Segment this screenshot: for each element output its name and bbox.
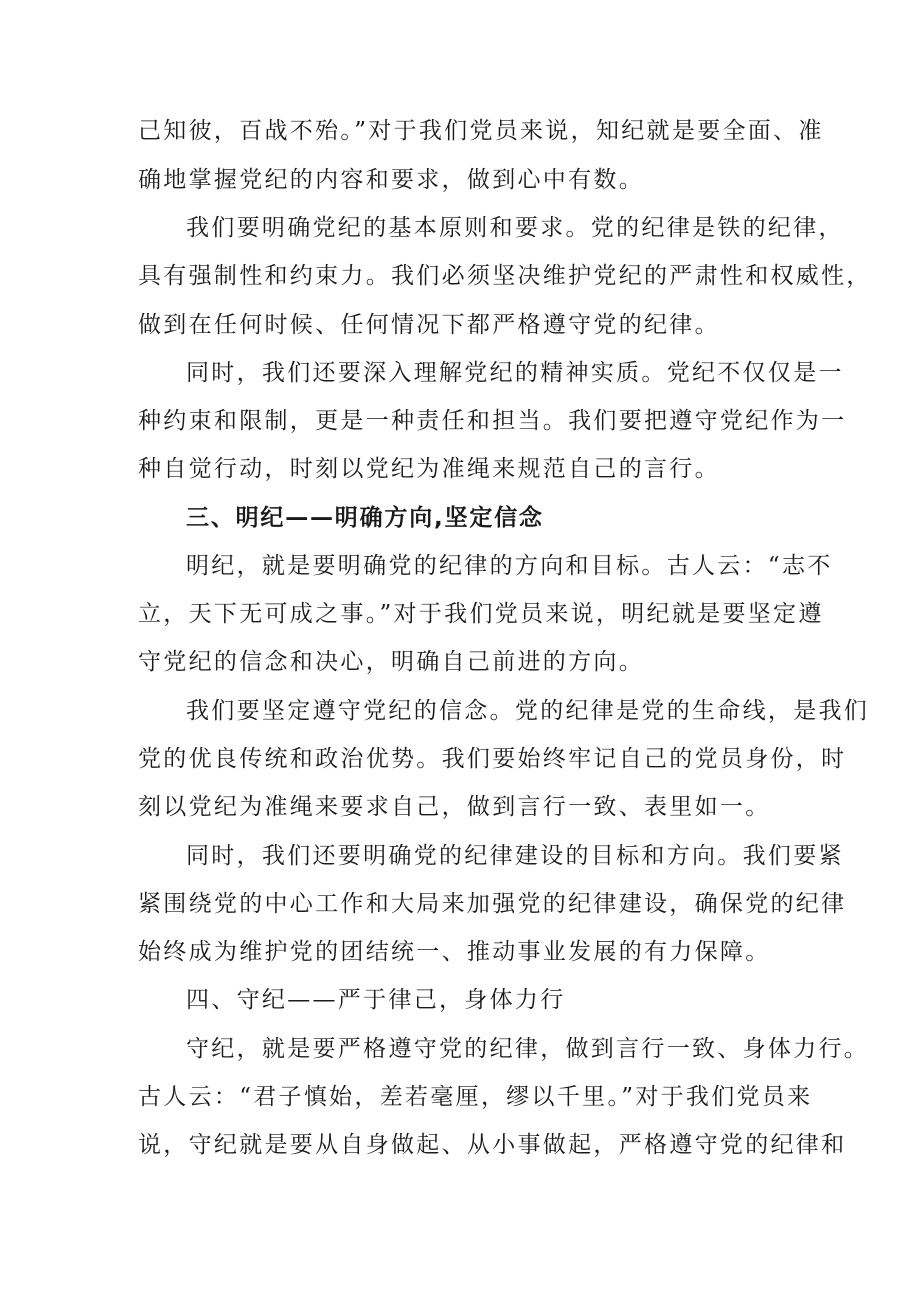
text-line: 做到在任何时候、任何情况下都严格遵守党的纪律。 [138, 312, 720, 338]
text-line: 紧围绕党的中心工作和大局来加强党的纪律建设，确保党的纪律 [138, 891, 847, 917]
paragraph-start: 我们要坚定遵守党纪的信念。党的纪律是党的生命线，是我们 [186, 698, 870, 724]
text-line: 说，守纪就是要从自身做起、从小事做起，严格遵守党的纪律和 [138, 1132, 847, 1158]
section-heading: 三、明纪——明确方向,坚定信念 [186, 505, 544, 531]
text-line: 立，天下无可成之事。”对于我们党员来说，明纪就是要坚定遵 [138, 601, 824, 627]
text-line: 种约束和限制，更是一种责任和担当。我们要把遵守党纪作为一 [138, 408, 847, 434]
paragraph-start: 我们要明确党纪的基本原则和要求。党的纪律是铁的纪律， [186, 215, 844, 241]
section-heading: 四、守纪——严于律己，身体力行 [186, 987, 566, 1013]
text-line: 己知彼，百战不殆。”对于我们党员来说，知纪就是要全面、准 [138, 118, 824, 144]
paragraph-start: 同时，我们还要明确党的纪律建设的目标和方向。我们要紧 [186, 843, 844, 869]
text-line: 古人云：“君子慎始，差若毫厘，缪以千里。”对于我们党员来 [138, 1084, 813, 1110]
text-line: 种自觉行动，时刻以党纪为准绳来规范自己的言行。 [138, 456, 720, 482]
paragraph-start: 守纪，就是要严格遵守党的纪律，做到言行一致、身体力行。 [186, 1036, 870, 1062]
paragraph-start: 同时，我们还要深入理解党纪的精神实质。党纪不仅仅是一 [186, 360, 844, 386]
text-line: 党的优良传统和政治优势。我们要始终牢记自己的党员身份，时 [138, 746, 847, 772]
text-line: 始终成为维护党的团结统一、推动事业发展的有力保障。 [138, 939, 771, 965]
text-line: 守党纪的信念和决心，明确自己前进的方向。 [138, 649, 644, 675]
text-line: 确地掌握党纪的内容和要求，做到心中有数。 [138, 167, 644, 193]
paragraph-start: 明纪，就是要明确党的纪律的方向和目标。古人云：“志不 [186, 553, 833, 579]
text-line: 具有强制性和约束力。我们必须坚决维护党纪的严肃性和权威性， [138, 263, 872, 289]
text-line: 刻以党纪为准绳来要求自己，做到言行一致、表里如一。 [138, 794, 771, 820]
